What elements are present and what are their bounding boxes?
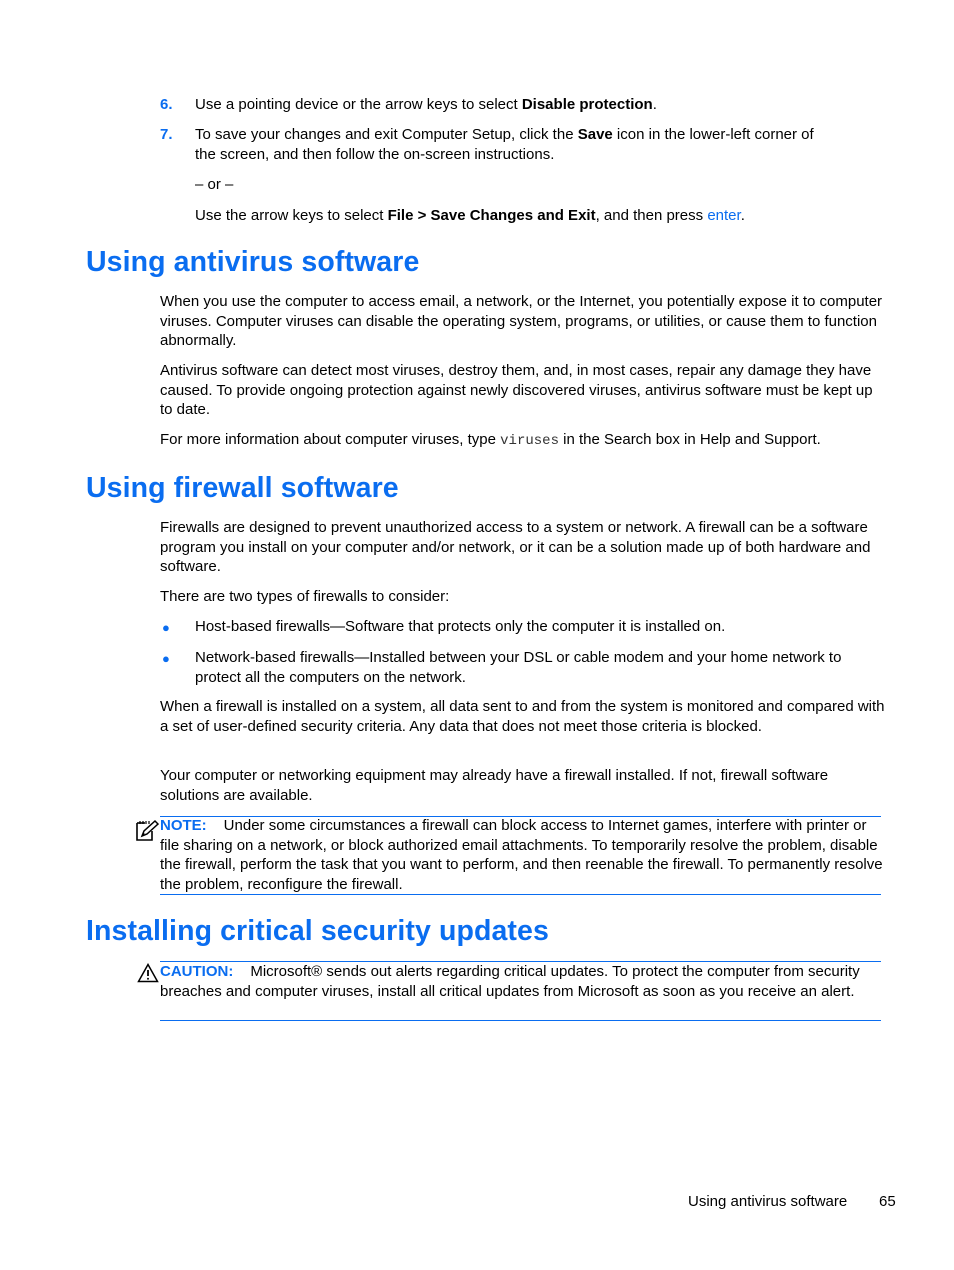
- bullet-dot-icon: ●: [162, 620, 170, 635]
- firewall-paragraph-4: Your computer or networking equipment may already have a firewall installed. If not, firewall software solutions are available.: [160, 767, 829, 804]
- text-plain: For more information about computer viruses, type: [160, 431, 501, 448]
- step-text-plain: Use the arrow keys to select: [195, 207, 388, 224]
- step-text-plain: , and then press: [595, 207, 708, 224]
- step-number: 6.: [160, 96, 173, 113]
- step-text-plain: icon in the lower-left corner of: [612, 126, 814, 143]
- firewall-paragraph-3: When a firewall is installed on a system, all data sent to and from the system is monitored and compared with a set of user-defined security criteria. Any data that does not meet those criteria is blocked.: [160, 698, 885, 735]
- footer-section-title: Using antivirus software: [688, 1193, 848, 1210]
- enter-key-link[interactable]: enter: [707, 207, 741, 224]
- note-pencil-icon: [135, 819, 159, 842]
- list-item-text: Host-based firewalls—Software that protects only the computer it is installed on.: [195, 618, 726, 635]
- list-item-text: Network-based firewalls—Installed between your DSL or cable modem and your home network to protect all the computers on the network.: [195, 649, 842, 686]
- antivirus-paragraph-2: Antivirus software can detect most viruses, destroy them, and, in most cases, repair any damage they have caused. To provide ongoing protection against newly discovered viruses, antivirus software must be kept up to date.: [160, 362, 873, 418]
- heading-firewall: Using firewall software: [86, 472, 399, 504]
- antivirus-paragraph-1: When you use the computer to access email, a network, or the Internet, you potentially expose it to computer viruses. Computer viruses can disable the operating system, programs, or utilities, or cause them to function abnormally.: [160, 293, 883, 349]
- bullet-dot-icon: ●: [162, 651, 170, 666]
- step-text-bold: Save: [577, 126, 613, 143]
- warning-triangle-icon: [137, 963, 159, 983]
- heading-updates: Installing critical security updates: [86, 915, 549, 947]
- step-text: [195, 125, 885, 164]
- caution-label: CAUTION:: [160, 963, 234, 980]
- step-text-plain: To save your changes and exit Computer Setup, click the: [195, 126, 578, 143]
- code-term: viruses: [500, 433, 559, 449]
- or-separator: – or –: [195, 176, 234, 193]
- note-body: Under some circumstances a firewall can block access to Internet games, interfere with printer or file sharing on a network, or block authorized email attachments. To temporarily resolve the problem, disable the firewall, perform the task that you want to perform, and then reenable the firewall. To permanently resolve the problem, reconfigure the firewall.: [160, 817, 883, 893]
- caution-bottom-rule: [160, 1020, 881, 1021]
- note-text: [160, 816, 885, 894]
- note-bottom-rule: [160, 894, 881, 895]
- step-text-plain: Use a pointing device or the arrow keys to select: [195, 96, 522, 113]
- caution-body: Microsoft® sends out alerts regarding critical updates. To protect the computer from security breaches and computer viruses, install all critical updates from Microsoft as soon as you receive an alert.: [160, 963, 860, 1000]
- step-line-1: [195, 125, 885, 145]
- step-number: 7.: [160, 126, 173, 143]
- heading-antivirus: Using antivirus software: [86, 246, 420, 278]
- antivirus-paragraph-3: [160, 430, 885, 452]
- step-text-bold: File > Save Changes and Exit: [387, 207, 596, 224]
- page-number: 65: [879, 1193, 896, 1210]
- step-text-plain: .: [652, 96, 657, 113]
- step-text: [195, 95, 885, 115]
- step-text-plain: .: [740, 207, 745, 224]
- text-plain: in the Search box in Help and Support.: [558, 431, 821, 448]
- firewall-paragraph-2: There are two types of firewalls to consider:: [160, 588, 450, 605]
- caution-text: [160, 962, 885, 1001]
- step-text-bold: Disable protection: [521, 96, 653, 113]
- step-line-2: the screen, and then follow the on-screen instructions.: [195, 145, 555, 163]
- note-label: NOTE:: [160, 817, 207, 834]
- step-alternative: [195, 206, 885, 226]
- firewall-paragraph-1: Firewalls are designed to prevent unauthorized access to a system or network. A firewall can be a software program you install on your computer and/or network, or it can be a solution made up of both hardware and software.: [160, 519, 871, 575]
